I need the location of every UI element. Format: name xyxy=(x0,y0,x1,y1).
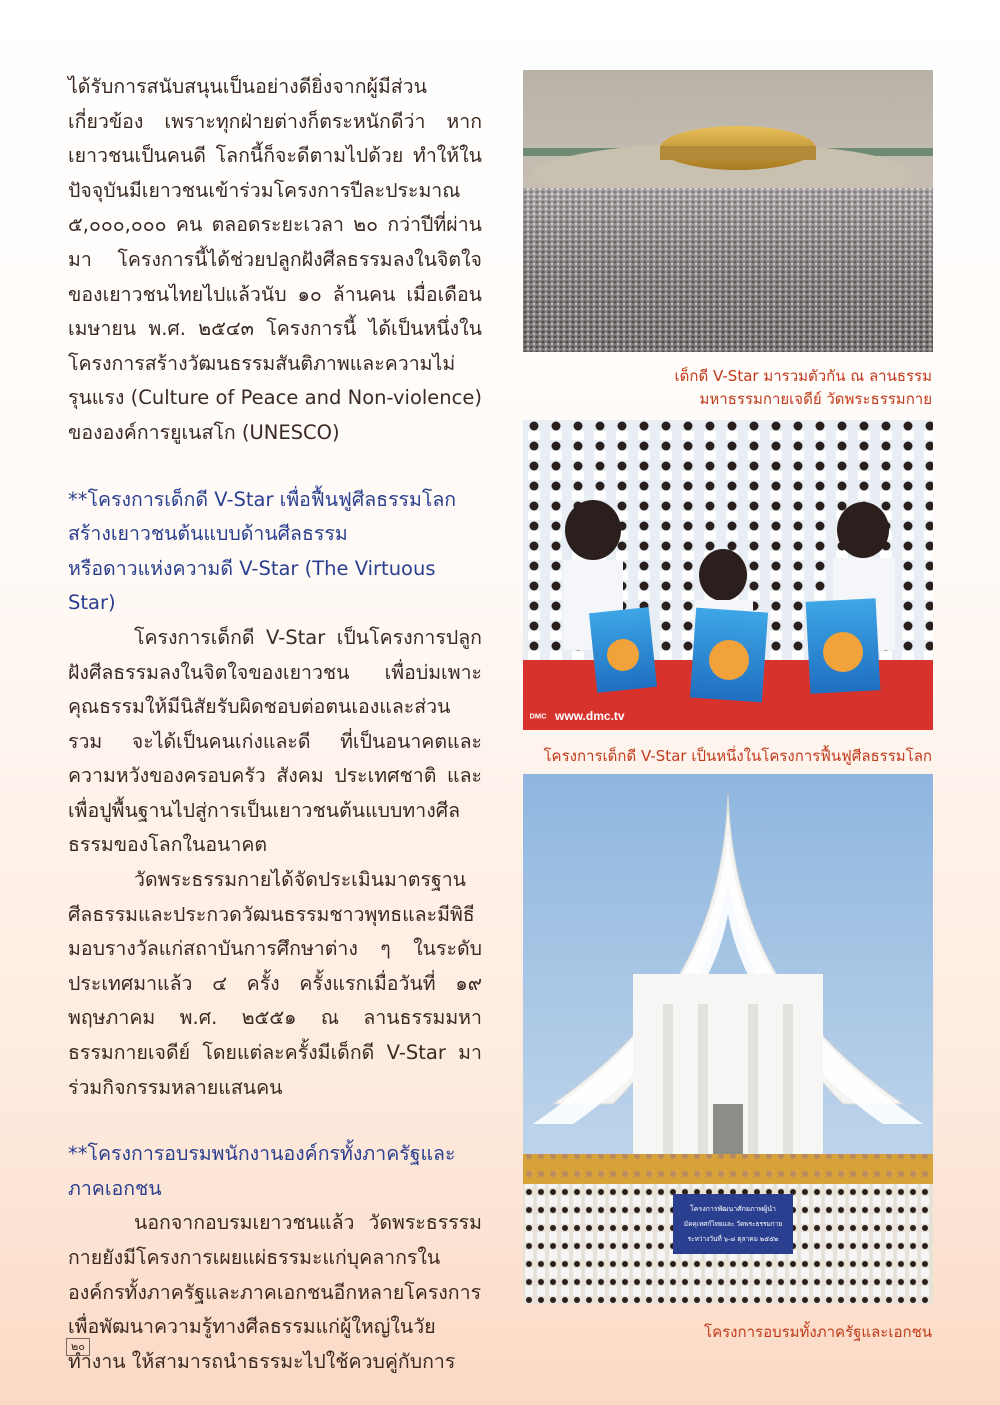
banner-text-2: มัคคุเทศก์ไทยและ วัดพระธรรมกาย xyxy=(683,1220,783,1228)
paragraph-training: นอกจากอบรมเยาวชนแล้ว วัดพระธรรรมกายยังมีโครงการเผยแผ่ธรรมะแก่บุคลากรในองค์กรทั้งภาครัฐและภาคเอกชนอีกหลายโครงการ เพื่อพัฒนาความรู้ทางศีลธรรมแก่ผู้ใหญ่ในวัยทำงาน ให้สามารถนำธรรมะไปใช้ควบคู่กับการ xyxy=(68,1211,482,1373)
caption-vstar: โครงการเด็กดี V-Star เป็นหนึ่งในโครงการฟื้นฟูศีลธรรมโลก xyxy=(543,747,932,765)
page-number: ๒๐ xyxy=(66,1338,90,1356)
caption-cetiya-1: เด็กดี V-Star มารวมตัวกัน ณ ลานธรรม xyxy=(674,367,932,385)
section-heading-vstar-1: **โครงการเด็กดี V-Star เพื่อฟื้นฟูศีลธรรมโลก xyxy=(68,487,457,511)
section-heading-training-1: **โครงการอบรมพนักงานองค์กรทั้งภาครัฐและ xyxy=(68,1142,456,1166)
section-heading-vstar-2: สร้างเยาวชนต้นแบบด้านศีลธรรม xyxy=(68,522,348,546)
text-column xyxy=(68,70,482,1379)
section-heading-vstar-3: หรือดาวแห่งความดี V-Star (The Virtuous Star) xyxy=(68,556,436,615)
dmc-logo-text: DMC xyxy=(529,711,547,721)
section-heading-training-2: ภาคเอกชน xyxy=(68,1176,162,1200)
photo-training-group xyxy=(523,774,933,1304)
caption-cetiya-2: มหาธรรมกายเจดีย์ วัดพระธรรมกาย xyxy=(699,390,932,408)
photo-vstar-students xyxy=(523,420,933,730)
caption-training: โครงการอบรมทั้งภาครัฐและเอกชน xyxy=(704,1323,932,1341)
banner-text-3: ระหว่างวันที่ ๖-๘ ตุลาคม ๒๕๕๒ xyxy=(687,1235,779,1243)
photo-cetiya-crowd xyxy=(523,70,933,352)
paragraph-evaluation: วัดพระธรรมกายได้จัดประเมินมาตรฐานศีลธรรมและประกวดวัฒนธรรมชาวพุทธและมีพิธีมอบรางวัลแก่สถาบันการศึกษาต่าง ๆ ในระดับประเทศมาแล้ว ๔ ครั้ง ครั้งแรกเมื่อวันที่ ๑๙ พฤษภาคม พ.ศ. ๒๕๕๑ ณ ลานธรรมมหาธรรมกายเจดีย์ โดยแต่ละครั้งมีเด็กดี V-Star มาร่วมกิจกรรมหลายแสนคน xyxy=(68,868,482,1099)
banner-text-1: โครงการพัฒนาศักยภาพผู้นำ xyxy=(690,1205,776,1213)
watermark-dmc: www.dmc.tv xyxy=(555,709,625,723)
paragraph-vstar: โครงการเด็กดี V-Star เป็นโครงการปลูกฝังศีลธรรมลงในจิตใจของเยาวชน เพื่อบ่มเพาะคุณธรรมให้มีนิสัยรับผิดชอบต่อตนเองและส่วนรวม จะได้เป็นคนเก่งและดี ที่เป็นอนาคตและความหวังของครอบครัว สังคม ประเทศชาติ และเพื่อปูพื้นฐานไปสู่การเป็นเยาวชนต้นแบบทางศีลธรรมของโลกในอนาคต xyxy=(68,625,482,857)
paragraph-intro: ได้รับการสนับสนุนเป็นอย่างดียิ่งจากผู้มีส่วนเกี่ยวข้อง เพราะทุกฝ่ายต่างก็ตระหนักดีว่า หากเยาวชนเป็นคนดี โลกนี้ก็จะดีตามไปด้วย ทำให้ในปัจจุบันมีเยาวชนเข้าร่วมโครงการปีละประมาณ ๕,๐๐๐,๐๐๐ คน ตลอดระยะเวลา ๒๐ กว่าปีที่ผ่านมา โครงการนี้ได้ช่วยปลูกฝังศีลธรรมลงในจิตใจของเยาวชนไทยไปแล้วนับ ๑๐ ล้านคน เมื่อเดือนเมษายน พ.ศ. ๒๕๔๓ โครงการนี้ ได้เป็นหนึ่งในโครงการสร้างวัฒนธรรมสันติภาพและความไม่รุนแรง (Culture of Peace and Non-violence) ขององค์การยูเนสโก (UNESCO) xyxy=(68,75,482,444)
